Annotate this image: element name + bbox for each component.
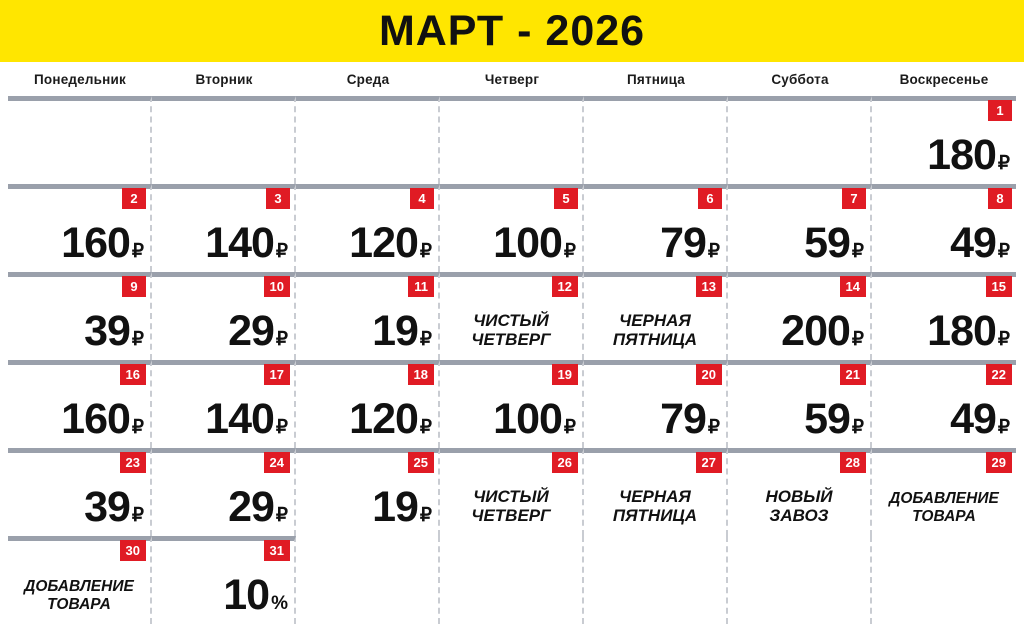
day-number-badge: 22 — [986, 364, 1012, 385]
price-unit: ₽ — [997, 417, 1010, 439]
calendar-cell-blank — [584, 536, 728, 624]
price-unit: ₽ — [419, 329, 432, 351]
day-price — [878, 219, 1010, 272]
day-number-badge: 30 — [120, 540, 146, 561]
calendar-cell-day-9[interactable] — [8, 272, 152, 360]
price-unit: ₽ — [707, 417, 720, 439]
day-number-badge: 9 — [122, 276, 146, 297]
calendar-cell-empty — [8, 96, 152, 184]
price-value: 49 — [950, 395, 996, 444]
day-number-badge: 29 — [986, 452, 1012, 473]
price-value: 160 — [61, 395, 130, 444]
weekday-label-saturday: Суббота — [771, 71, 829, 87]
calendar-cell-day-17[interactable] — [152, 360, 296, 448]
day-note — [590, 311, 720, 360]
price-value: 10 — [223, 571, 270, 620]
day-number-badge: 14 — [840, 276, 866, 297]
calendar-cell-day-16[interactable] — [8, 360, 152, 448]
day-number-badge: 8 — [988, 188, 1012, 209]
weekday-header-row — [0, 62, 1024, 96]
day-price — [14, 307, 144, 360]
day-number-badge: 17 — [264, 364, 290, 385]
day-number-badge: 28 — [840, 452, 866, 473]
day-price — [158, 395, 288, 448]
price-value: 19 — [372, 483, 418, 532]
calendar-cell-blank — [872, 536, 1016, 624]
day-number-badge: 1 — [988, 100, 1012, 121]
day-number-badge: 11 — [408, 276, 434, 297]
calendar-cell-day-11[interactable] — [296, 272, 440, 360]
price-value: 100 — [493, 395, 562, 444]
day-number-badge: 31 — [264, 540, 290, 561]
calendar-cell-day-21[interactable] — [728, 360, 872, 448]
day-note — [14, 578, 144, 624]
day-number-badge: 15 — [986, 276, 1012, 297]
day-number-badge: 19 — [552, 364, 578, 385]
calendar-cell-day-24[interactable] — [152, 448, 296, 536]
day-price — [158, 571, 288, 624]
day-price — [878, 395, 1010, 448]
calendar-header — [0, 0, 1024, 62]
day-number-badge: 16 — [120, 364, 146, 385]
calendar-cell-day-2[interactable] — [8, 184, 152, 272]
day-number-badge: 5 — [554, 188, 578, 209]
price-unit: ₽ — [131, 417, 144, 439]
price-value: 39 — [84, 483, 130, 532]
price-value: 140 — [205, 395, 274, 444]
day-note — [734, 487, 864, 536]
day-note-line-2: ПЯТНИЦА — [612, 330, 698, 350]
day-price — [14, 219, 144, 272]
calendar-cell-day-8[interactable] — [872, 184, 1016, 272]
day-number-badge: 18 — [408, 364, 434, 385]
price-unit: ₽ — [851, 417, 864, 439]
day-note-line-1: ЧЕРНАЯ — [619, 310, 691, 330]
calendar-cell-day-7[interactable] — [728, 184, 872, 272]
price-value: 120 — [349, 395, 418, 444]
day-price — [302, 307, 432, 360]
calendar-cell-day-13[interactable] — [584, 272, 728, 360]
price-value: 180 — [927, 307, 996, 356]
day-number-badge: 27 — [696, 452, 722, 473]
calendar-cell-day-10[interactable] — [152, 272, 296, 360]
day-note — [446, 487, 576, 536]
price-value: 140 — [205, 219, 274, 268]
price-value: 19 — [372, 307, 418, 356]
day-note-line-2: ЧЕТВЕРГ — [471, 506, 551, 526]
price-value: 180 — [927, 131, 996, 180]
calendar-cell-day-19[interactable] — [440, 360, 584, 448]
day-price — [734, 219, 864, 272]
price-unit: ₽ — [275, 417, 288, 439]
page-title: МАРТ - 2026 — [378, 6, 646, 55]
weekday-label-wednesday: Среда — [346, 71, 390, 87]
calendar-cell-day-26[interactable] — [440, 448, 584, 536]
calendar-cell-blank — [728, 536, 872, 624]
price-unit: % — [271, 593, 288, 615]
calendar-cell-day-31[interactable] — [152, 536, 296, 624]
day-note — [446, 311, 576, 360]
price-unit: ₽ — [851, 241, 864, 263]
price-value: 120 — [349, 219, 418, 268]
price-unit: ₽ — [419, 417, 432, 439]
day-note-line-2: ПЯТНИЦА — [612, 506, 698, 526]
weekday-label-monday: Понедельник — [34, 71, 126, 87]
calendar-cell-day-15[interactable] — [872, 272, 1016, 360]
day-note-line-1: НОВЫЙ — [765, 486, 833, 506]
price-unit: ₽ — [275, 505, 288, 527]
price-value: 160 — [61, 219, 130, 268]
calendar-cell-day-12[interactable] — [440, 272, 584, 360]
calendar-cell-day-3[interactable] — [152, 184, 296, 272]
day-note — [590, 487, 720, 536]
day-note-line-2: ЧЕТВЕРГ — [471, 330, 551, 350]
day-number-badge: 3 — [266, 188, 290, 209]
price-value: 59 — [804, 219, 850, 268]
day-note-line-1: ДОБАВЛЕНИЕ — [889, 490, 999, 508]
price-value: 79 — [660, 219, 706, 268]
day-number-badge: 4 — [410, 188, 434, 209]
calendar-cell-day-6[interactable] — [584, 184, 728, 272]
price-value: 200 — [781, 307, 850, 356]
calendar-cell-day-14[interactable] — [728, 272, 872, 360]
day-price — [734, 395, 864, 448]
day-price — [158, 483, 288, 536]
calendar-cell-empty — [440, 96, 584, 184]
day-price — [302, 219, 432, 272]
price-value: 39 — [84, 307, 130, 356]
calendar-cell-day-23[interactable] — [8, 448, 152, 536]
price-value: 100 — [493, 219, 562, 268]
day-note-line-1: ДОБАВЛЕНИЕ — [24, 578, 134, 596]
price-value: 59 — [804, 395, 850, 444]
day-number-badge: 6 — [698, 188, 722, 209]
calendar-cell-day-28[interactable] — [728, 448, 872, 536]
calendar-cell-day-22[interactable] — [872, 360, 1016, 448]
day-price — [878, 131, 1010, 184]
price-unit: ₽ — [131, 505, 144, 527]
price-unit: ₽ — [997, 329, 1010, 351]
price-unit: ₽ — [851, 329, 864, 351]
calendar-cell-day-4[interactable] — [296, 184, 440, 272]
price-value: 49 — [950, 219, 996, 268]
day-number-badge: 7 — [842, 188, 866, 209]
price-unit: ₽ — [997, 241, 1010, 263]
calendar-cell-day-5[interactable] — [440, 184, 584, 272]
day-number-badge: 12 — [552, 276, 578, 297]
price-unit: ₽ — [275, 241, 288, 263]
day-number-badge: 26 — [552, 452, 578, 473]
price-unit: ₽ — [563, 417, 576, 439]
day-price — [446, 219, 576, 272]
calendar-cell-blank — [296, 536, 440, 624]
day-price — [14, 395, 144, 448]
day-number-badge: 21 — [840, 364, 866, 385]
calendar-cell-day-18[interactable] — [296, 360, 440, 448]
day-note-line-1: ЧИСТЫЙ — [473, 310, 549, 330]
day-price — [734, 307, 864, 360]
calendar-cell-empty — [296, 96, 440, 184]
day-note-line-1: ЧЕРНАЯ — [619, 486, 691, 506]
weekday-label-thursday: Четверг — [484, 71, 540, 87]
day-price — [158, 307, 288, 360]
day-number-badge: 13 — [696, 276, 722, 297]
day-number-badge: 10 — [264, 276, 290, 297]
calendar-cell-empty — [152, 96, 296, 184]
day-price — [446, 395, 576, 448]
day-price — [878, 307, 1010, 360]
day-note-line-2: ЗАВОЗ — [769, 506, 829, 526]
day-price — [590, 219, 720, 272]
price-unit: ₽ — [419, 241, 432, 263]
day-number-badge: 20 — [696, 364, 722, 385]
price-value: 29 — [228, 307, 274, 356]
day-number-badge: 24 — [264, 452, 290, 473]
day-price — [590, 395, 720, 448]
day-number-badge: 25 — [408, 452, 434, 473]
calendar-cell-blank — [440, 536, 584, 624]
day-note-line-2: ТОВАРА — [47, 596, 111, 614]
day-price — [158, 219, 288, 272]
price-value: 29 — [228, 483, 274, 532]
price-unit: ₽ — [131, 329, 144, 351]
day-note-line-1: ЧИСТЫЙ — [473, 486, 549, 506]
calendar-cell-day-20[interactable] — [584, 360, 728, 448]
calendar-cell-day-25[interactable] — [296, 448, 440, 536]
calendar-cell-day-30[interactable] — [8, 536, 152, 624]
price-unit: ₽ — [707, 241, 720, 263]
weekday-label-tuesday: Вторник — [195, 71, 253, 87]
day-price — [302, 483, 432, 536]
day-note-line-2: ТОВАРА — [912, 508, 976, 526]
day-number-badge: 23 — [120, 452, 146, 473]
calendar-cell-empty — [728, 96, 872, 184]
day-number-badge: 2 — [122, 188, 146, 209]
calendar-cell-empty — [584, 96, 728, 184]
price-unit: ₽ — [997, 153, 1010, 175]
calendar-cell-day-29[interactable] — [872, 448, 1016, 536]
price-unit: ₽ — [563, 241, 576, 263]
calendar-grid — [0, 96, 1024, 624]
price-value: 79 — [660, 395, 706, 444]
weekday-label-friday: Пятница — [626, 71, 686, 87]
day-price — [14, 483, 144, 536]
day-price — [302, 395, 432, 448]
day-note — [878, 490, 1010, 536]
price-unit: ₽ — [419, 505, 432, 527]
weekday-label-sunday: Воскресенье — [899, 71, 989, 87]
price-unit: ₽ — [275, 329, 288, 351]
calendar-cell-day-27[interactable] — [584, 448, 728, 536]
price-unit: ₽ — [131, 241, 144, 263]
calendar-cell-day-1[interactable] — [872, 96, 1016, 184]
